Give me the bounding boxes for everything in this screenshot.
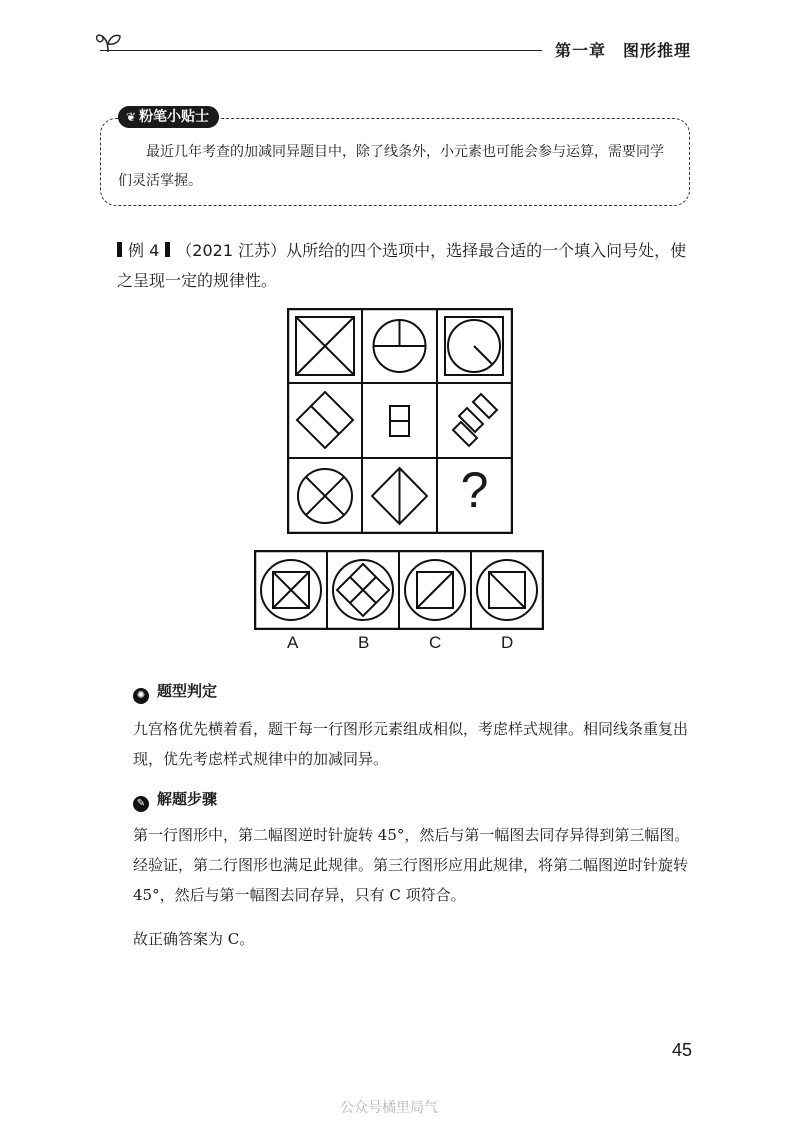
section-type-text: 九宫格优先横着看，题干每一行图形元素组成相似，考虑样式规律。相同线条重复出现，优先考虑样式规律中的加减同异。 (133, 720, 689, 768)
example-bar-left (117, 242, 122, 257)
example-bar-right (165, 242, 170, 257)
option-d-figure (477, 560, 537, 620)
section-type-title (133, 680, 217, 704)
sprout-icon: ❦ (126, 110, 137, 124)
option-b-figure (333, 560, 393, 620)
cell-2-2 (390, 406, 409, 436)
example-question-text: 从所给的四个选项中，选择最合适的一个填入问号处，使之呈现一定的规律性。 (117, 241, 687, 290)
cell-1-1 (296, 317, 354, 375)
chapter-title: 第一章 图形推理 (555, 41, 692, 60)
section-steps-title (133, 788, 217, 812)
section-steps-text: 第一行图形中，第二幅图逆时针旋转 45°，然后与第一幅图去同存异得到第三幅图。经验证，第二行图形也满足此规律。第三行图形应用此规律，将第二幅图逆时针旋转 45°，然后与第一幅图去同存异，只有 C 项符合。 (133, 826, 690, 904)
lightbulb-icon: ✺ (133, 688, 149, 704)
section-steps-title-text: 解题步骤 (157, 790, 218, 808)
section-type-title-text: 题型判定 (157, 682, 218, 700)
answer-text: 故正确答案为 C。 (133, 930, 255, 948)
cell-2-3 (453, 394, 497, 446)
option-grid (254, 550, 544, 630)
watermark: 公众号橘里局气 (340, 1100, 438, 1116)
tip-text: 最近几年考查的加减同异题目中，除了线条外，小元素也可能会参与运算，需要同学们灵活掌握。 (118, 144, 664, 189)
compass-icon: ✎ (133, 796, 149, 812)
cell-2-1 (297, 392, 353, 448)
option-d-label[interactable]: D (501, 633, 514, 652)
cell-1-2 (374, 320, 426, 372)
example-source: （2021 江苏） (176, 241, 287, 260)
page-number: 45 (672, 1040, 693, 1060)
option-a-label[interactable]: A (287, 633, 299, 652)
tip-badge (118, 106, 219, 128)
example-label: 例 4 (128, 241, 160, 260)
example-question (117, 236, 693, 296)
cell-1-3 (445, 317, 503, 375)
option-c-label[interactable]: C (429, 633, 442, 652)
unknown-cell-mark: ? (460, 462, 489, 518)
tip-label: 粉笔小贴士 (139, 109, 210, 125)
option-c-figure (405, 560, 465, 620)
cell-3-2 (372, 468, 427, 524)
option-b-label[interactable]: B (358, 633, 370, 652)
header-rule (100, 50, 542, 51)
option-a-figure (261, 560, 321, 620)
cell-3-1 (298, 469, 352, 523)
